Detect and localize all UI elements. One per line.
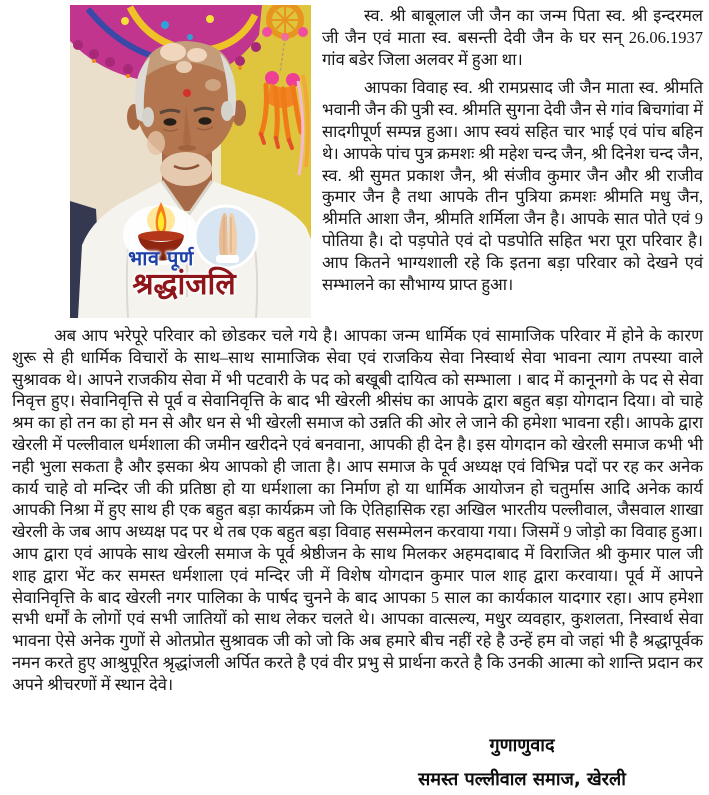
signature-organization: समस्त पल्लीवाल समाज, खेरली (418, 769, 626, 790)
paragraph-life-tribute: अब आप भरेपूरे परिवार को छोडकर चले गये है। आपका जन्म धार्मिक एवं सामाजिक परिवार में होने के कारण शुरू से ही धार्मिक विचारों के साथ–साथ सामाजिक सेवा एवं राजकिय सेवा निस्वार्थ सेवा भावना त्याग तपस्या वाले सुश्रावक थे। आपने राजकीय सेवा में भी पटवारी के पद को बखूबी दायित्व को सम्भाला । बाद में कानूनगो के पद से सेवा निवृत्त हुए। सेवानिवृत्ति से पूर्व व सेवानिवृत्ति के बाद भी खेरली श्रीसंघ का आपके द्वारा बहुत बड़ा योगदान दिया। वो चाहे श्रम का हो तन का हो मन से और धन से भी खेरली समाज को उन्नति की ओर ले जाने की हमेशा भावना रही। आपके द्वारा खेरली में पल्लीवाल धर्मशाला की जमीन खरीदने एवं बनवाना, आपकी ही देन है। इस योगदान को खेरली समाज कभी भी नही भुला सकता है और इसका श्रेय आपको ही जाता है। आप समाज के पूर्व अध्यक्ष एवं विभिन्न पदों पर रह कर अनेक कार्य चाहे वो मन्दिर जी की प्रतिष्ठा हो या धर्मशाला का निर्माण हो या धार्मिक आयोजन हो चतुर्मास आदि अनेक कार्य आपकी निश्रा में हुए साथ ही एक बहुत बड़ा कार्यक्रम जो कि ऐतिहासिक रहा अखिल भारतीय पल्लीवाल, जैसवाल शाखा खेरली के जब आप अध्यक्ष पद पर थे तब एक बहुत बड़ा विवाह ससम्मेलन करवाया गया। जिसमें 9 जोड़ो का विवाह हुआ। आप द्वारा एवं आपके साथ खेरली समाज के पूर्व श्रेष्ठीजन के साथ मिलकर अहमदाबाद में विराजित श्री कुमार पाल जी शाह द्वारा भेंट कर समस्त धर्मशाला एवं मन्दिर जी में विशेष योगदान कुमार पाल शाह द्वारा करवाया। पूर्व में आपने सेवानिवृत्ति के बाद खेरली नगर पालिका के पार्षद चुनने के बाद आपका 5 साल का कार्यकाल यादगार रहा। आप हमेशा सभी धर्मों के लोगों एवं सभी जातियों को साथ लेकर चलते थे। आपका वात्सल्य, मधुर व्यवहार, कुशलता, निस्वार्थ सेवा भावना ऐसे अनेक गुणों से ओतप्रोत सुश्रावक जी को जो कि अब हमारे बीच नहीं रहे है उन्हें हम वो जहां भी है श्रद्धापूर्वक नमन करते हुए आश्रुपूरित श्रृद्धांजली अर्पित करते है एवं वीर प्रभु से प्रार्थना करते है कि उनकी आत्मा को शान्ति प्रदान कर अपने श्रीचरणों में स्थान देवे। (12, 326, 703, 694)
signature-title: गुणाणुवाद (489, 735, 555, 756)
paragraph-birth-details: स्व. श्री बाबूलाल जी जैन का जन्म पिता स्व. श्री इन्दरमल जी जैन एवं माता स्व. बसन्ती देवी जैन के घर सन् 26.06.1937 गांव बडेर जिला अलवर में हुआ था। (322, 6, 703, 69)
portrait-photo (70, 5, 311, 318)
signature-block (388, 733, 656, 791)
paragraph-family-details: आपका विवाह स्व. श्री रामप्रसाद जी जैन माता स्व. श्रीमति भवानी जैन की पुत्री स्व. श्रीमति सुगना देवी जैन से गांव बिचगांवा में सादगीपूर्ण सम्पन्न हुआ। आप स्वयं सहित चार भाई एवं पांच बहिन थे। आपके पांच पुत्र क्रमशः श्री महेश चन्द जैन, श्री दिनेश चन्द जैन, स्व. श्री सुमत प्रकाश जैन, श्री संजीव कुमार जैन और श्री राजीव कुमार जैन है तथा आपके तीन पुत्रिया क्रमशः श्रीमति मधु जैन, श्रीमति आशा जैन, श्रीमति शर्मिला जैन है। आपके सात पोते एवं 9 पोतिया है। दो पड़पोते एवं दो पडपोति सहित भरा पूरा परिवार है। आप कितने भाग्यशाली रहे कि इतना बड़ा परिवार को देखने एवं सम्भालने का सौभाग्य प्राप्त हुआ। (322, 78, 703, 294)
tribute-caption-line1: भाव पूर्ण (128, 246, 194, 270)
tribute-caption-line2: श्रद्धांजलि (132, 267, 236, 302)
